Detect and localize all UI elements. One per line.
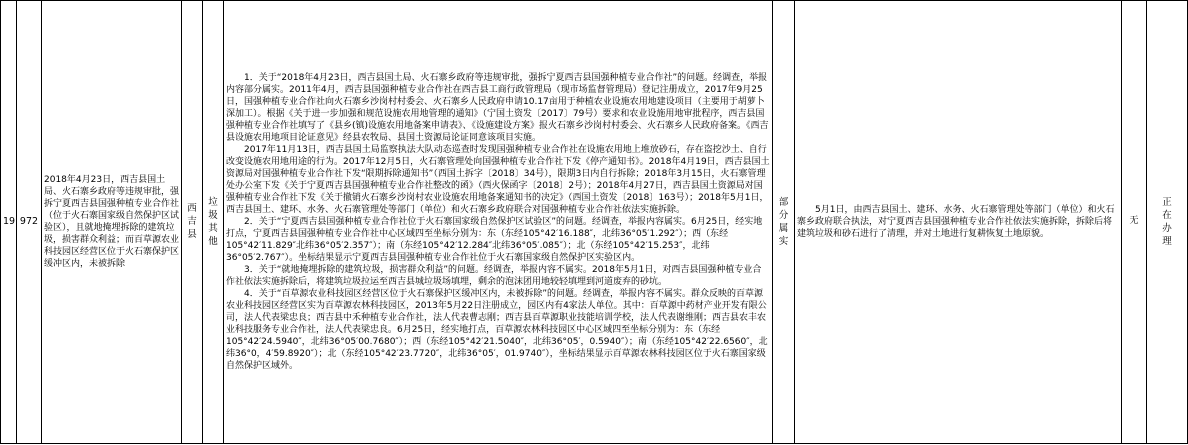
verdict-cell: [773, 1, 795, 444]
rectification-cell: [795, 1, 1122, 444]
result-paragraph: 1．关于“2018年4月23日，西吉县国土局、火石寨乡政府等违规审批，强拆宁夏西吉县国强种植专业合作社”的问题。经调查，举报内容部分属实。2011年4月，西吉县国强种植专业合作社在西吉县工商行政管理局（现市场监督管理局）登记注册成立，2017年9月25日，国强种植专业合作社向火石寨乡沙岗村村委会、火石寨乡人民政府申请10.17亩用于种植农业设施农用地建设项目（主要用于胡萝卜深加工）。根据《关于进一步加强和规范设施农用地管理的通知》（宁国土资发〔2017〕79号）要求和农业设施用地审批程序，西吉县国强种植专业合作社填写了《县乡(镇)设施农用地备案申请表》、《设施建设方案》报火石寨乡沙岗村村委会、火石寨乡人民政府备案。《西吉县设施农用地项目论证意见》经县农牧局、县国土资源局论证同意该项目实施。: [226, 73, 769, 143]
table-row: [1, 1, 1188, 444]
row-index: 19: [1, 1, 17, 444]
rectification-text: 5月1日，由西吉县国土、建环、水务、火石寨管理处等部门（单位）和火石寨乡政府联合执法，对宁夏西吉县国强种植专业合作社依法实施拆除，拆除后将建筑垃圾和砂石进行了清理，并对土地进行复耕恢复土地原貌。: [797, 204, 1115, 240]
category-label: 垃圾其他: [208, 196, 218, 247]
county-label: 西吉县: [187, 203, 197, 241]
complaint-content: 2018年4月23日，西吉县国土局、火石寨乡政府等违规审批，强拆宁夏西吉县国强种植专业合作社（位于火石寨国家级自然保护区试验区），且就地掩埋拆除的建筑垃圾，损害群众利益；而百草源农业科技园区经营区位于火石寨保护区缓冲区内，未被拆除: [42, 1, 182, 444]
complaint-number: 972: [17, 1, 42, 444]
verdict-label: 部分属实: [778, 196, 789, 247]
county-cell: [182, 1, 203, 444]
result-paragraph: 2017年11月13日，西吉县国土局监察执法大队动态巡查时发现国强种植专业合作社在设施农用地上堆放砂石，存在盗挖沙土、自行改变设施农用地用途的行为。2017年12月5日，火石寨管理处向国强种植专业合作社下发《停产通知书》。2018年4月19日，西吉县国土资源局对国强种植专业合作社下发“限期拆除通知书”（西国土拆字〔2018〕34号），限期3日内自行拆除；2018年3月15日，火石寨管理处办公室下发《关于宁夏西吉县国强种植专业合作社整改的函》（西火保函字〔2018〕2号）；2018年4月27日，西吉县国土资源局对国强种植专业合作社下发《关于撤销火石寨乡沙岗村农业设施农用地备案通知书的决定》（西国土资发〔2018〕163号）；2018年5月1日，西吉县国土、建环、水务、火石寨管理处等部门（单位）和火石寨乡政府联合对国强种植专业合作社依法实施拆除。: [226, 145, 770, 215]
category-cell: [203, 1, 224, 444]
result-paragraph: 3．关于“就地掩埋拆除的建筑垃圾，损害群众利益”的问题。经调查，举报内容不属实。2018年5月1日，对西吉县国强种植专业合作社依法实施拆除后，将建筑垃圾拉运至西吉县城垃圾场填埋，剩余的泡沫团用地较轻填埋到河道废弃的砂坑。: [226, 265, 762, 287]
investigation-result: [224, 1, 773, 444]
result-paragraph: 4．关于“百草源农业科技园区经营区位于火石寨保护区缓冲区内，未被拆除”的问题。经调查，举报内容不属实。群众反映的百草源农业科技园区经营区实为百草源农林科技园区，2013年5月22日注册成立，园区内有4家法人单位。其中：百草源中药材产业开发有限公司，法人代表梁忠良；西吉县中禾种植专业合作社，法人代表曹志刚；西吉县百草源职业技能培训学校，法人代表谢维刚；西吉县农丰农业科技服务专业合作社，法人代表梁忠良。6月25日，经实地打点，百草源农林科技园区中心区域四至坐标分别为：东（东经105°42′24.5940″，北纬36°05′00.7680″）；西（东经105°42′21.5040″，北纬36°05′，0.5940″）；南（东经105°42′22.6560″，北纬36°0，4′59.8920″）；北（东经105°42′23.7720″，北纬36°05′，01.9740″），坐标结果显示百草源农林科技园区位于火石寨国家级自然保护区域外。: [226, 289, 768, 371]
accountability-cell: 无: [1122, 1, 1147, 444]
result-paragraph: 2．关于“宁夏西吉县国强种植专业合作社位于火石寨国家级自然保护区试验区”的问题。经调查，举报内容属实。6月25日，经实地打点，宁夏西吉县国强种植专业合作社中心区域四至坐标分别为：东（东经105°42′16.188″，北纬36°05′1.292″）；西（东经105°42′11.829″北纬36°05′2.357″）；南（东经105°42′12.284″北纬36°05′.085″）；北（东经105°42′15.253″，北纬36°05′2.767″）。坐标结果显示宁夏西吉县国强种植专业合作社位于火石寨国家级自然保护区实验区内。: [226, 217, 763, 263]
status-label: 正在办理: [1162, 196, 1172, 247]
status-cell: [1147, 1, 1188, 444]
